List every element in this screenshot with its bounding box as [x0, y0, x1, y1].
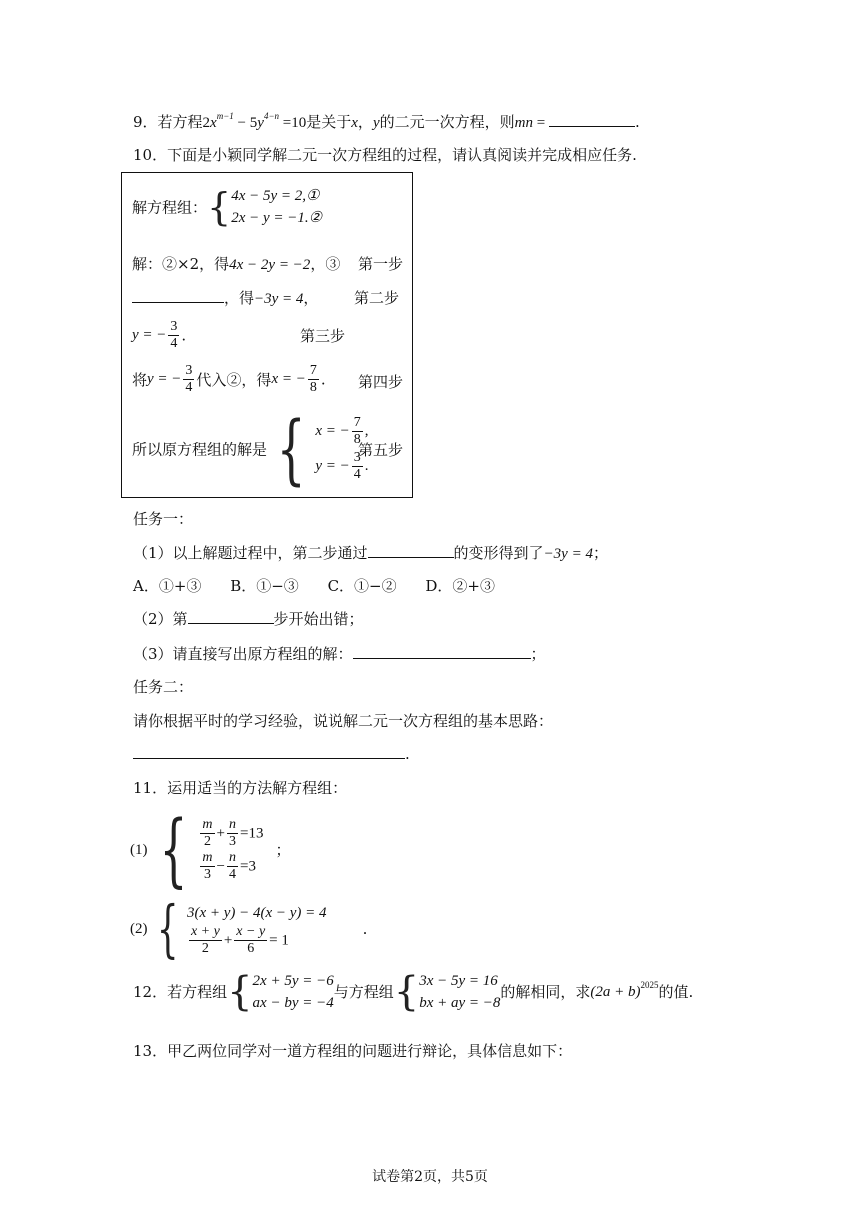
task2-blank[interactable]: [133, 744, 405, 759]
box-line-1: 解：②×2，得4x − 2y = −2，③: [132, 255, 341, 273]
option-a[interactable]: A．①+③: [133, 577, 202, 595]
page-footer: 试卷第2页，共5页: [372, 1169, 488, 1185]
box-line-5: 所以原方程组的解是 { x = − $\frac{7}{8}$ , y = − $\frac{3}{4}$ .: [132, 404, 369, 493]
task1-options: [133, 576, 495, 596]
task2-answer-line: .: [133, 744, 410, 764]
box-line-3: y = − $\frac{3}{4}$ .: [132, 319, 187, 351]
question-10-intro: 10．下面是小颖同学解二元一次方程组的过程，请认真阅读并完成相应任务.: [133, 146, 637, 164]
option-c[interactable]: C．①−②: [327, 577, 397, 595]
question-9: 9．若方程$2x^{m-1} - 5y^{4-n} =10$是关于x，y的二元一次方程，则mn = .: [133, 111, 640, 131]
q9-equation: $2x^{m-1} - 5y^{4-n} =10$: [202, 111, 307, 131]
question-12: 12．若方程组 { 2x + 5y = −6 ax − by = −4 与方程组 { 3x − 5y = 16 bx + ay = −8 的解相同，求$(2a + b)^{2025}$的值.: [133, 969, 694, 1015]
question-11-intro: 11．运用适当的方法解方程组：: [133, 779, 348, 797]
question-11-part1: (1) { $\frac{m}{2}$ + $\frac{n}{3}$ =13 $\frac{m}{3}$ − $\frac{n}{4}$ =3 ；: [130, 803, 291, 896]
task1-q2-blank[interactable]: [188, 609, 274, 624]
box-line-4: 将y = − $\frac{3}{4}$ 代入②，得x = − $\frac{7}{8}$ .: [132, 363, 326, 395]
option-b[interactable]: B．①−③: [230, 577, 299, 595]
box-line-system: 解方程组： { 4x − 5y = 2,① 2x − y = −1.②: [132, 185, 323, 229]
solution-process-box: 解方程组： { 4x − 5y = 2,① 2x − y = −1.② 解：②×2，得4x − 2y = −2，③ 第一步 ，得−3y = 4， 第二步 y = − $\frac{3}{4}$ . 第三步 将y = − $\frac{3}{4}$ 代入②，得x = − $\frac{7}{8}$ . 第四步 所以原方程组的解是 { x = − $\frac{7}{8}$ , y = − $\frac{3}{4}$ . 第五步: [121, 172, 413, 498]
task1-q3-blank[interactable]: [353, 644, 531, 659]
task1-q3: （3）请直接写出原方程组的解： ；: [133, 645, 546, 663]
box-line-2: ，得−3y = 4，: [132, 287, 318, 308]
option-d[interactable]: D．②+③: [425, 577, 495, 595]
box-line2-blank[interactable]: [132, 288, 224, 303]
q9-answer-blank[interactable]: [549, 112, 635, 127]
question-11-part2: (2) { 3(x + y) − 4(x − y) = 4 $\frac{x + y}{2}$ + $\frac{x - y}{6}$ = 1 .: [130, 892, 368, 965]
question-13: 13．甲乙两位同学对一道方程组的问题进行辩论，具体信息如下：: [133, 1042, 573, 1060]
task1-title: 任务一：: [133, 510, 194, 528]
task2-title: 任务二：: [133, 678, 194, 696]
task1-q2: （2）第 步开始出错；: [133, 610, 364, 628]
task2-text: 请你根据平时的学习经验，说说解二元一次方程组的基本思路：: [133, 712, 554, 730]
task1-q1-blank[interactable]: [368, 543, 454, 558]
task1-q1: （1）以上解题过程中，第二步通过 的变形得到了−3y = 4；: [133, 544, 608, 562]
